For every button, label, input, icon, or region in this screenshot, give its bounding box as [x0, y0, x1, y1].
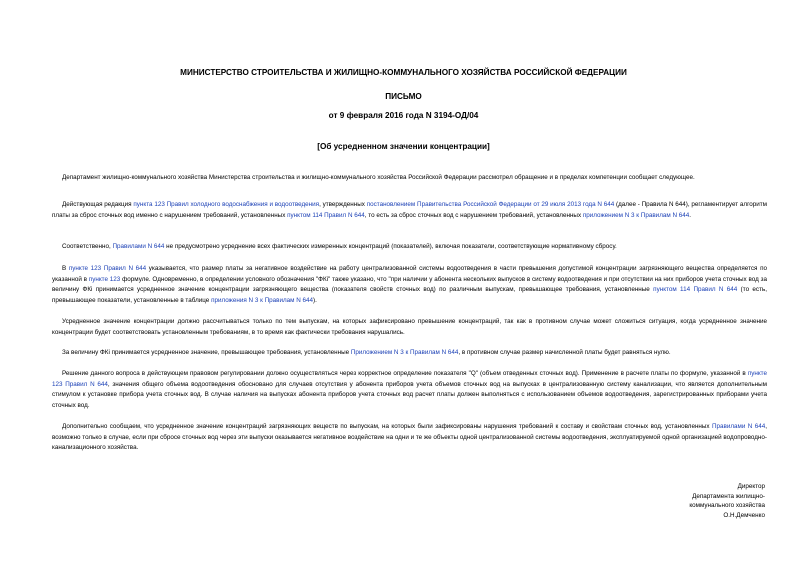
paragraph-4: [52, 264, 767, 306]
paragraph-5: Усредненное значение концентрации должно рассчитываться только по тем выпускам, на которых зафиксировано превышение концентраций, так как в противном случае может сложиться ситуация, когда усредненное значение концентрации будет соответствовать установленным требованиям, в то время как фактически требования нарушались.: [52, 318, 767, 336]
signature-block: [565, 482, 765, 520]
paragraph-text: (далее - Правила N 644), регламентирует алгоритм платы за сброс сточных вод именно с нарушением требований, установленных: [52, 201, 767, 219]
link-appendix-3[interactable]: Приложением N 3 к Правилам N 644: [350, 349, 459, 356]
paragraph-text: формуле. Одновременно, в определении условного обозначения "ФКi" также указано, что "при наличии у абонента нескольких выпусков в систему водоотведения и при отсутствии на них приборов учета сточных вод за величину ФКi принимается усредненное значение концентрации загрязняющего вещества (показателя свойств сточных вод) по различным выпускам, превышающее требования, установленные: [52, 275, 767, 293]
paragraph-text: , то есть за сброс сточных вод с нарушением требований, установленных: [364, 211, 583, 219]
link-point-114[interactable]: пунктом 114 Правил N 644: [653, 286, 738, 293]
paragraph-text: Соответственно,: [62, 243, 113, 250]
paragraph-text: не предусмотрено усреднение всех фактических измеренных концентраций (показателей), включая показатели, соответствующие нормативному сбросу.: [164, 243, 617, 250]
paragraph-text: Действующая редакция: [62, 201, 134, 208]
link-appendix-3[interactable]: приложения N 3 к Правилам N 644: [211, 296, 314, 304]
signature-department: Департамента жилищно-: [692, 492, 765, 500]
signature-name: О.Н.Демченко: [723, 511, 765, 519]
paragraph-text: Дополнительно сообщаем, что усредненное значение концентраций загрязняющих веществ по выпускам, на которых были зафиксированы нарушения требований к составу и свойствам сточных вод, установленных: [62, 423, 712, 430]
link-rules-644[interactable]: Правилами N 644: [112, 243, 165, 250]
ministry-heading: МИНИСТЕРСТВО СТРОИТЕЛЬСТВА И ЖИЛИЩНО-КОММУНАЛЬНОГО ХОЗЯЙСТВА РОССИЙСКОЙ ФЕДЕРАЦИИ: [180, 68, 627, 77]
paragraph-text: Решение данного вопроса в действующем правовом регулировании должно осуществляться через корректное определение показателя "Q" (объем отведенных сточных вод). Применение в расчете платы по формуле, указанной в: [62, 370, 748, 377]
link-rules-point-123[interactable]: пункта 123 Правил холодного водоснабжения и водоотведения: [133, 201, 320, 208]
paragraph-1: Департамент жилищно-коммунального хозяйства Министерства строительства и жилищно-коммунального хозяйства Российской Федерации рассмотрел обращение и в пределах компетенции сообщает следующее.: [62, 174, 695, 181]
signature-position: Директор: [737, 483, 765, 490]
paragraph-text: , значения общего объема водоотведения обосновано для случаев отсутствия у абонента приборов учета объемов сточных вод на выпусках в централизованную систему канализации, что является дополнительным стимулом к установке прибора учета сточных вод. В случае наличия на выпусках абонента приборов учета сточных вод расчет платы должен выполняться с использованием объемов водоотведения, зарегистрированных приборами учета сточных вод.: [52, 380, 767, 409]
paragraph-text: , утвержденных: [319, 201, 367, 208]
paragraph-text: .: [689, 211, 692, 219]
paragraph-text: , в противном случае размер начисленной платы будет равняться нулю.: [458, 349, 671, 356]
link-point-114[interactable]: пунктом 114 Правил N 644: [287, 211, 365, 219]
document-type: ПИСЬМО: [385, 92, 422, 101]
document-subject: [Об усредненном значении концентрации]: [317, 142, 490, 151]
paragraph-3: [52, 242, 767, 253]
paragraph-text: указывается, что размер платы за негативное воздействие на работу централизованной системы водоотведения в части превышения допустимой концентрации загрязняющего вещества определяется по указанной в: [52, 265, 767, 283]
paragraph-2: [52, 200, 767, 221]
link-appendix-3[interactable]: приложением N 3 к Правилам N 644: [582, 211, 690, 219]
link-point-123-rules-644[interactable]: пункте 123 Правил N 644: [68, 265, 147, 272]
signature-department-cont: коммунального хозяйства: [689, 502, 765, 510]
document-date-number: от 9 февраля 2016 года N 3194-ОД/04: [328, 111, 479, 120]
paragraph-text: , возможно только в случае, если при сбросе сточных вод через эти выпуски оказывается негативное воздействие на одни и те же объекты одной централизованной системы водоотведения, эксплуатируемой одной организацией водопроводно-канализационного хозяйства.: [52, 423, 767, 451]
link-government-decree-644[interactable]: постановлением Правительства Российской Федерации от 29 июля 2013 года N 644: [366, 201, 615, 208]
link-point-123-rules-644[interactable]: пункте 123 Правил N 644: [52, 370, 767, 388]
paragraph-6: [52, 348, 767, 359]
paragraph-text: ).: [313, 296, 317, 304]
paragraph-text: (то есть, превышающее показатели, установленные в таблице: [52, 286, 767, 304]
paragraph-text: За величину ФКi принимается усредненное значение, превышающее требования, установленные: [62, 349, 351, 356]
link-rules-644[interactable]: Правилами N 644: [711, 423, 766, 430]
paragraph-text: В: [62, 265, 69, 272]
link-point-123[interactable]: пункте 123: [88, 275, 121, 283]
paragraph-8: [52, 422, 767, 454]
paragraph-7: [52, 369, 767, 411]
